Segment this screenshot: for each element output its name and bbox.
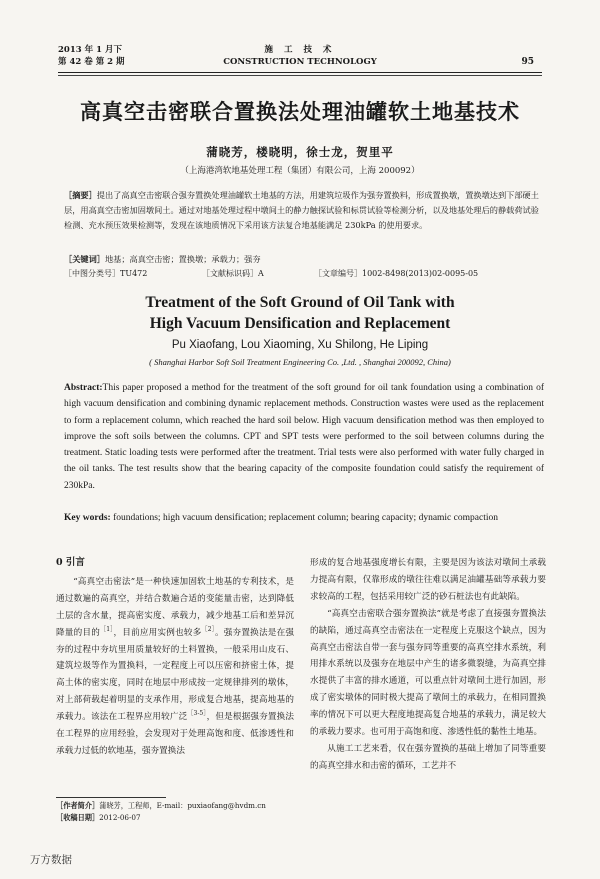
citation: ［3-5］: [187, 710, 207, 718]
paragraph: [56, 574, 294, 760]
footnote: [56, 800, 296, 824]
abstract-en: [64, 380, 544, 494]
author-bio-label: ［作者简介］: [56, 801, 100, 810]
affiliation-cn: （上海港湾软地基处理工程（集团）有限公司，上海 200092）: [180, 166, 420, 176]
abstract-en-label: Abstract:: [64, 383, 103, 393]
citation: ［2］: [201, 625, 215, 633]
abstract-cn-text: 提出了高真空击密联合强夯置换处理油罐软土地基的方法，用建筑垃圾作为强夯置换料，形成置换墩，置换墩达到下部硬土层，用高真空击密加固墩间土。通过对地基处理过程中墩间土的静力触探试验和标贯试验等检测分析，以及地基处理后的静载荷试验检测、充水预压效果检测等，发现在该地质情况下采用该方法复合地基能满足 230kPa 的使用要求。: [64, 190, 539, 230]
author-bio-text: 蒲晓芳，工程师，E-mail：puxiaofang@hvdm.cn: [99, 801, 266, 810]
keywords-cn-label: ［关键词］: [64, 254, 105, 264]
page-number: 95: [521, 57, 534, 67]
keywords-cn: [64, 252, 540, 267]
document-code: ［文献标识码］A: [202, 269, 264, 278]
paragraph-text: 。强夯置换法是在强夯的过程中夯坑里用质量较好的土料置换，一般采用山皮石、建筑垃圾等作为置换料，一定程度上可以压密和挤密土体，提高土体的密实度，同时在地层中形成按一定规律排列的墩体，对上部荷载起着明显的支承作用，形成复合地基，提高地基的承载力。该法在工程界应用较广泛: [56, 627, 294, 723]
header-rule-thin: [58, 75, 542, 76]
section-heading: 0 引言: [56, 557, 85, 568]
paragraph-text: ，但是根据强夯置换法在工程界的应用经验，会发现对于处理高饱和度、低渗透性和承载力过低的软地基，强夯置换法: [56, 712, 294, 756]
title-en-wrap: [140, 292, 460, 334]
article-number: ［文章编号］1002-8498(2013)02-0095-05: [314, 269, 479, 278]
journal-name-cn: 施 工 技 术: [264, 45, 336, 55]
keywords-en-text: foundations; high vacuum densification; replacement column; bearing capacity; dynamic compaction: [113, 513, 498, 523]
keywords-en: [64, 510, 544, 526]
title-cn: 高真空击密联合置换法处理油罐软土地基技术: [80, 99, 520, 124]
authors-cn: 蒲晓芳，楼晓明，徐士龙，贺里平: [206, 145, 394, 159]
journal-name: [0, 44, 600, 68]
paragraph: 形成的复合地基强度增长有限，主要是因为该法对墩间土承载力提高有限，仅靠形成的墩往往难以满足油罐基础等承载力要求较高的工程，包括采用较广泛的砂石桩法也有此缺陷。: [310, 558, 546, 602]
issue-volume: 第 42 卷 第 2 期: [58, 57, 125, 67]
paragraph-text: ，目前应用实例也较多: [113, 627, 202, 638]
paragraph: 从施工工艺来看，仅在强夯置换的基础上增加了同等重要的高真空排水和击密的循环，工艺并不: [310, 743, 546, 771]
author-bio: [56, 800, 296, 812]
paragraph: “高真空击密联合强夯置换法”就是考虑了直接强夯置换法的缺陷，通过高真空击密法在一定程度上克服这个缺点，因为高真空击密法自带一套与强夯同等重要的高真空排水系统，利用排水系统以及强夯在地层中产生的诸多微裂缝，为高真空排水提供了丰富的排水通道，可以重点针对墩间土进行加固，形成了密实墩体的同时极大提高了墩间土的承载力，在相同置换率的情况下可以更大程度地提高复合地基的承载力，满足较大的承载力要求。也可用于高饱和度、渗透性低的黏性土地基。: [310, 608, 546, 738]
abstract-en-text: This paper proposed a method for the treatment of the soft ground for oil tank foundation using a combination of high vacuum densification and combining dynamic replacement methods. Construction wastes were used as the replacement to form a replacement column, which reached the hard soil below. High vacuum densification method was then employed to improve the soft soils between the columns. CPT and SPT tests were performed to the soil between columns during the treatment. Static loading tests were performed after the treatment. Trial tests were also performed with water fully charged in the oil tanks. The test results show that the bearing capacity of the composite foundation could satisfy the requirement of 230kPa.: [64, 383, 544, 491]
footnote-rule: [56, 797, 166, 798]
clc-number: ［中图分类号］TU472: [64, 269, 148, 278]
received-date-label: ［收稿日期］: [56, 813, 100, 822]
issue-date: 2013 年 1 月下: [58, 45, 122, 55]
journal-name-en: CONSTRUCTION TECHNOLOGY: [223, 57, 377, 67]
keywords-en-label: Key words:: [64, 513, 111, 523]
header-rule: [58, 72, 542, 73]
authors-en: Pu Xiaofang, Lou Xiaoming, Xu Shilong, He Liping: [171, 339, 429, 351]
abstract-cn-label: ［摘要］: [64, 190, 97, 200]
body-right-column: [310, 555, 546, 775]
body-left-column: [56, 555, 294, 760]
received-date-text: 2012-06-07: [99, 813, 141, 822]
keywords-cn-text: 地基；高真空击密；置换墩；承载力；强夯: [104, 254, 261, 264]
citation: ［1］: [100, 625, 114, 633]
affiliation-en: ( Shanghai Harbor Soft Soil Treatment Engineering Co. ,Ltd. , Shanghai 200092, China): [149, 357, 451, 367]
abstract-cn: [64, 188, 540, 233]
title-en: Treatment of the Soft Ground of Oil Tank with High Vacuum Densification and Replacement: [145, 294, 455, 332]
paragraph-text: “高真空击密法”是一种快速加固软土地基的专利技术，是通过数遍的高真空，并结合数遍合适的变能量击密，达到降低土层的含水量，提高密实度、承载力，减少地基工后和差异沉降量的目的: [56, 576, 294, 638]
received-date: [56, 812, 296, 824]
watermark: 万方数据: [30, 854, 72, 866]
